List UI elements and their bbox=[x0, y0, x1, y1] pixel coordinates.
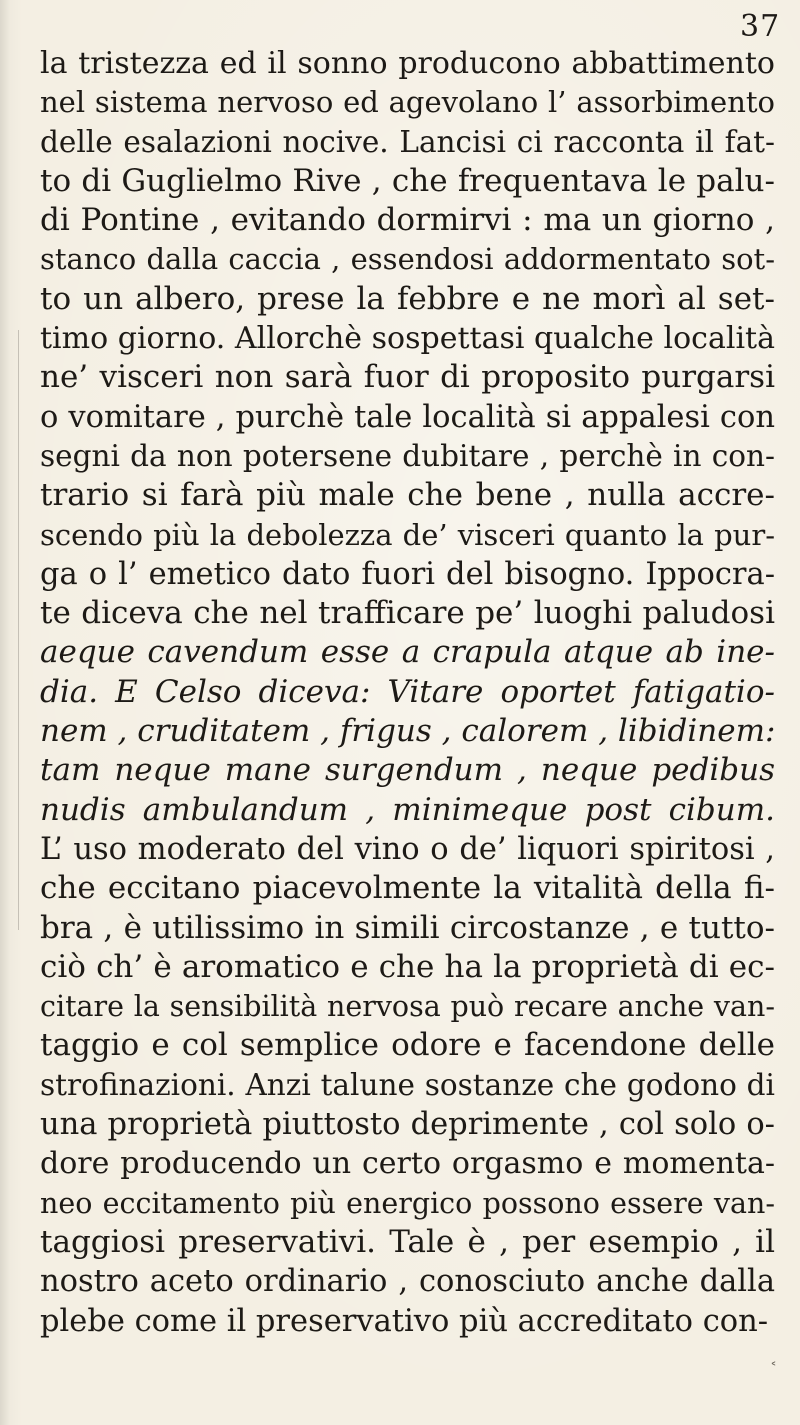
text-line: che eccitano piacevolmente la vitalità della fi- bbox=[40, 870, 775, 907]
text-line: ga o l’ emetico dato fuori del bisogno. Ippocra- bbox=[40, 556, 775, 592]
text-line: aeque cavendum esse a crapula atque ab ine- bbox=[40, 634, 775, 671]
text-line: di Pontine , evitando dormirvi : ma un giorno , bbox=[40, 202, 775, 239]
text-line: dia. E Celso diceva: Vitare oportet fatigatio- bbox=[40, 673, 775, 710]
text-line: ne’ visceri non sarà fuor di proposito purgarsi bbox=[40, 359, 775, 396]
binding-gutter bbox=[18, 330, 19, 930]
text-line: to di Guglielmo Rive , che frequentava le palu- bbox=[40, 162, 775, 199]
text-line: nel sistema nervoso ed agevolano l’ assorbimento bbox=[40, 85, 775, 120]
text-line: ciò ch’ è aromatico e che ha la proprietà di ec- bbox=[40, 948, 775, 985]
text-line: la tristezza ed il sonno producono abbattimento bbox=[40, 46, 775, 81]
text-line: tam neque mane surgendum , neque pedibus bbox=[40, 752, 775, 789]
text-line: to un albero, prese la febbre e ne morì al set- bbox=[40, 280, 775, 317]
text-line: dore producendo un certo orgasmo e momenta- bbox=[40, 1146, 775, 1182]
text-line: nostro aceto ordinario , conosciuto anche dalla bbox=[40, 1264, 775, 1300]
page-number: 37 bbox=[740, 9, 781, 44]
text-line: taggio e col semplice odore e facendone delle bbox=[40, 1027, 775, 1064]
text-line: scendo più la debolezza de’ visceri quanto la pur- bbox=[40, 517, 775, 552]
margin-mark: ˂ bbox=[770, 1361, 777, 1377]
text-line: nem , cruditatem , frigus , calorem , libidinem: bbox=[40, 713, 776, 750]
text-line: plebe come il preservativo più accreditato con- bbox=[40, 1303, 769, 1339]
text-line: L’ uso moderato del vino o de’ liquori spiritosi , bbox=[40, 831, 775, 867]
text-line: una proprietà piuttosto deprimente , col solo o- bbox=[40, 1107, 775, 1143]
text-line: nudis ambulandum , minimeque post cibum. bbox=[40, 791, 775, 828]
text-line: neo eccitamento più energico possono essere van- bbox=[40, 1186, 775, 1220]
text-line: strofinazioni. Anzi talune sostanze che godono di bbox=[40, 1067, 775, 1102]
text-line: citare la sensibilità nervosa può recare anche van- bbox=[40, 990, 775, 1024]
text-line: taggiosi preservativi. Tale è , per esempio , il bbox=[40, 1223, 775, 1260]
text-line: trario si farà più male che bene , nulla accre- bbox=[40, 477, 775, 514]
text-line: bra , è utilissimo in simili circostanze , e tutto- bbox=[40, 909, 775, 946]
text-line: segni da non potersene dubitare , perchè in con- bbox=[40, 438, 775, 473]
text-line: stanco dalla caccia , essendosi addormentato sot- bbox=[40, 242, 775, 277]
text-line: timo giorno. Allorchè sospettasi qualche località bbox=[40, 321, 775, 357]
text-line: te diceva che nel trafficare pe’ luoghi paludosi bbox=[40, 595, 775, 632]
text-line: delle esalazioni nocive. Lancisi ci racconta il fat- bbox=[40, 124, 775, 159]
text-line: o vomitare , purchè tale località si appalesi con bbox=[40, 399, 775, 435]
body-text bbox=[40, 44, 775, 1341]
